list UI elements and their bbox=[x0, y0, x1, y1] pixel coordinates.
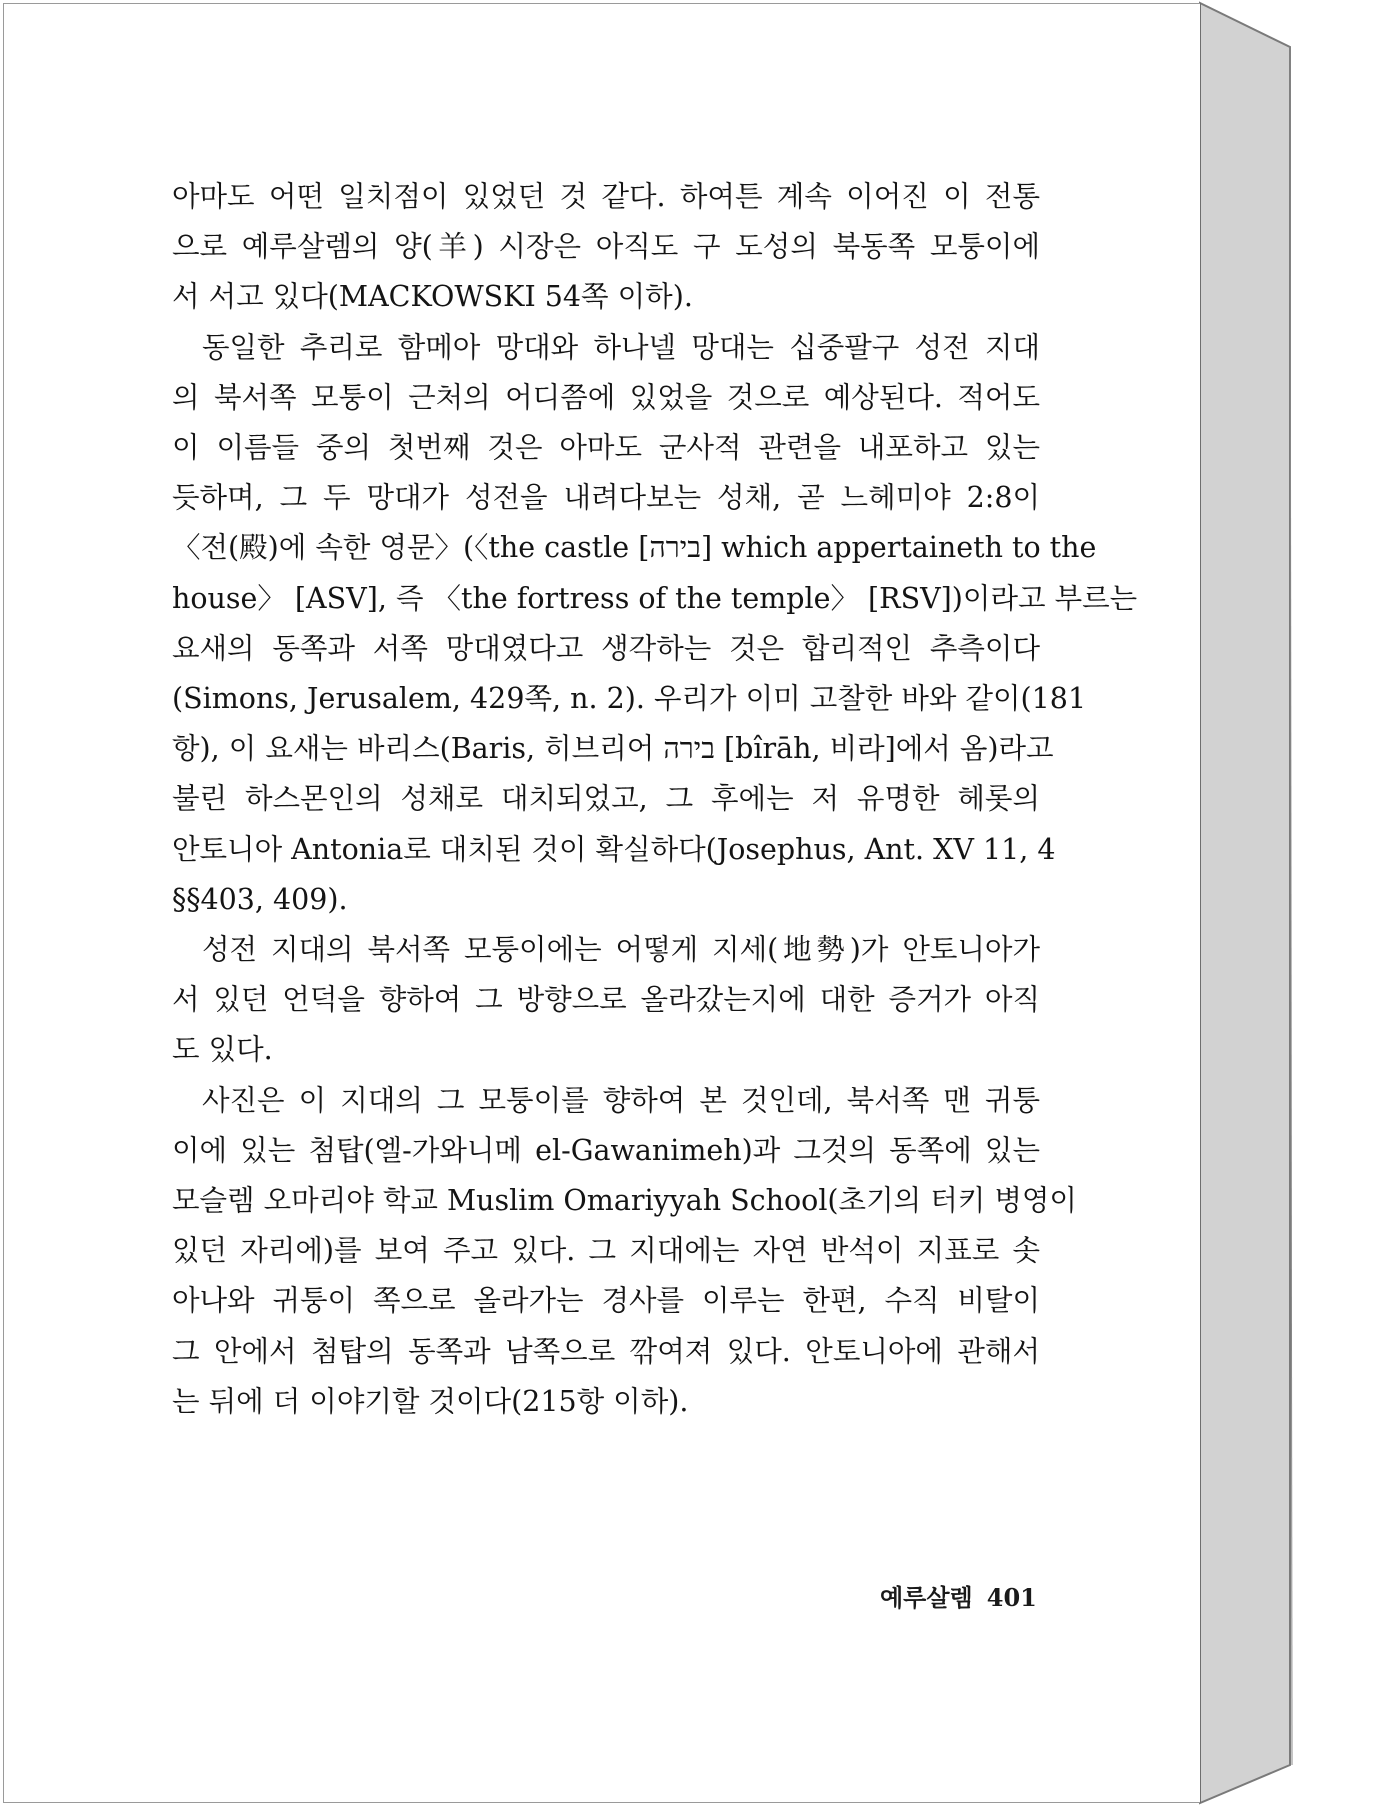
text-line: 서 있던 언덕을 향하여 그 방향으로 올라갔는지에 대한 증거가 아직 bbox=[172, 983, 1040, 1017]
text-line: 이 이름들 중의 첫번째 것은 아마도 군사적 관련을 내포하고 있는 bbox=[172, 431, 1040, 465]
text-line: 이에 있는 첨탑(엘-가와니메 el-Gawanimeh)과 그것의 동쪽에 있는 bbox=[172, 1133, 1040, 1167]
text-line: 그 안에서 첨탑의 동쪽과 남쪽으로 깎여져 있다. 안토니아에 관해서 bbox=[172, 1334, 1040, 1368]
text-line: 사진은 이 지대의 그 모퉁이를 향하여 본 것인데, 북서쪽 맨 귀퉁 bbox=[202, 1083, 1040, 1117]
paragraph-3 bbox=[172, 925, 1040, 1076]
text-line: 는 뒤에 더 이야기할 것이다(215항 이하). bbox=[172, 1384, 689, 1418]
text-line: 요새의 동쪽과 서쪽 망대였다고 생각하는 것은 합리적인 추측이다 bbox=[172, 631, 1040, 665]
text-line: 도 있다. bbox=[172, 1033, 273, 1067]
text-line: 안토니아 Antonia로 대치된 것이 확실하다(Josephus, Ant. XV 11, 4 bbox=[172, 832, 1056, 866]
text-line: 불린 하스몬인의 성채로 대치되었고, 그 후에는 저 유명한 헤롯의 bbox=[172, 782, 1040, 816]
paragraph-1 bbox=[172, 172, 1040, 323]
text-line: 항), 이 요새는 바리스(Baris, 히브리어 בירה [bîrāh, 비라]에서 옴)라고 bbox=[172, 732, 1054, 766]
paragraph-2 bbox=[172, 323, 1138, 925]
text-line: house〉 [ASV], 즉 〈the fortress of the temple〉 [RSV])이라고 부르는 bbox=[172, 581, 1138, 615]
paragraph-4 bbox=[172, 1076, 1077, 1427]
page-footer bbox=[880, 1578, 1037, 1613]
text-line: 성전 지대의 북서쪽 모퉁이에는 어떻게 지세(地勢)가 안토니아가 bbox=[202, 933, 1040, 967]
text-line: 모슬렘 오마리야 학교 Muslim Omariyyah School(초기의 터키 병영이 bbox=[172, 1184, 1077, 1218]
text-line: §§403, 409). bbox=[172, 882, 348, 916]
text-line: 아마도 어떤 일치점이 있었던 것 같다. 하여튼 계속 이어진 이 전통 bbox=[172, 180, 1040, 213]
text-line: 듯하며, 그 두 망대가 성전을 내려다보는 성채, 곧 느헤미야 2:8이 bbox=[172, 481, 1040, 515]
text-line: 서 서고 있다(MACKOWSKI 54쪽 이하). bbox=[172, 280, 693, 314]
running-footer: 예루살렘 bbox=[880, 1584, 973, 1612]
text-line: 동일한 추리로 함메아 망대와 하나넬 망대는 십중팔구 성전 지대 bbox=[202, 330, 1040, 364]
text-line: 의 북서쪽 모퉁이 근처의 어디쯤에 있었을 것으로 예상된다. 적어도 bbox=[172, 380, 1040, 414]
text-line: 아나와 귀퉁이 쪽으로 올라가는 경사를 이루는 한편, 수직 비탈이 bbox=[172, 1284, 1040, 1318]
text-line: 있던 자리에)를 보여 주고 있다. 그 지대에는 자연 반석이 지표로 솟 bbox=[172, 1234, 1040, 1268]
text-line: (Simons, Jerusalem, 429쪽, n. 2). 우리가 이미 고찰한 바와 같이(181 bbox=[172, 682, 1087, 716]
text-line: 〈전(殿)에 속한 영문〉(〈the castle [בירה] which appertaineth to the bbox=[172, 531, 1097, 565]
text-line: 으로 예루살렘의 양(羊) 시장은 아직도 구 도성의 북동쪽 모퉁이에 bbox=[172, 230, 1040, 264]
body-text bbox=[172, 172, 1138, 1427]
page-number: 401 bbox=[986, 1583, 1037, 1612]
